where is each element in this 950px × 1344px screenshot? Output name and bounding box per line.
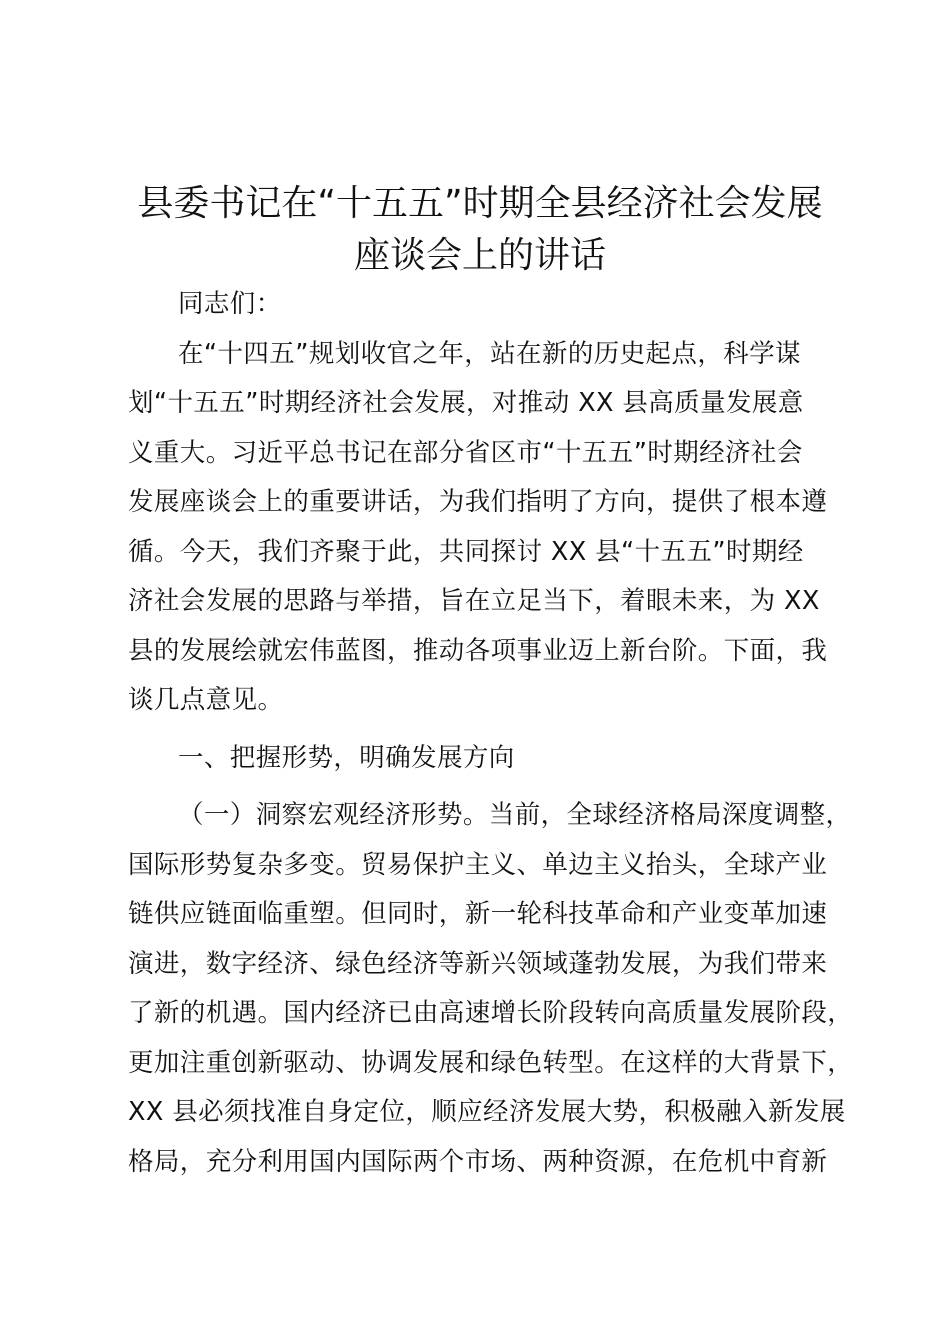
- paragraph-line: 国际形势复杂多变。贸易保护主义、单边主义抬头，全球产业: [128, 849, 828, 880]
- paragraph-line: XX 县必须找准自身定位，顺应经济发展大势，积极融入新发展: [128, 1097, 846, 1127]
- title-line-1: 县委书记在“十五五”时期全县经济社会发展: [137, 183, 823, 224]
- paragraph-line: 济社会发展的思路与举措，旨在立足当下，着眼未来，为 XX: [128, 586, 820, 616]
- document-title: [100, 178, 860, 282]
- spacer: [128, 726, 848, 734]
- salutation: 同志们：: [178, 289, 282, 319]
- paragraph-situation: [128, 791, 854, 1187]
- paragraph-line: 县的发展绘就宏伟蓝图，推动各项事业迈上新台阶。下面，我: [128, 635, 828, 666]
- title-line-2: 座谈会上的讲话: [353, 235, 606, 276]
- paragraph-line: 格局，充分利用国内国际两个市场、两种资源，在危机中育新: [128, 1146, 828, 1177]
- paragraph-line: 谈几点意见。: [128, 685, 284, 715]
- paragraph-line: 链供应链面临重塑。但同时，新一轮科技革命和产业变革加速: [128, 899, 828, 929]
- paragraph-line: 划“十五五”时期经济社会发展，对推动 XX 县高质量发展意: [128, 388, 804, 418]
- paragraph-line: 演进，数字经济、绿色经济等新兴领域蓬勃发展，为我们带来: [128, 948, 828, 979]
- paragraph-line: 更加注重创新驱动、协调发展和绿色转型。在这样的大背景下，: [128, 1047, 854, 1078]
- paragraph-line: 义重大。习近平总书记在部分省区市“十五五”时期经济社会: [128, 437, 803, 468]
- paragraph-line: 循。今天，我们齐聚于此，共同探讨 XX 县“十五五”时期经: [128, 536, 804, 567]
- paragraph-line: 发展座谈会上的重要讲话，为我们指明了方向，提供了根本遵: [128, 487, 828, 517]
- spacer: [128, 783, 848, 791]
- document-body: [128, 280, 854, 1187]
- paragraph-line: （一）洞察宏观经济形势。当前，全球经济格局深度调整，: [178, 800, 852, 830]
- paragraph-intro: [128, 330, 848, 726]
- section-heading: 一、把握形势，明确发展方向: [178, 742, 515, 773]
- paragraph-line: 了新的机遇。国内经济已由高速增长阶段转向高质量发展阶段，: [128, 998, 854, 1028]
- paragraph-line: 在“十四五”规划收官之年，站在新的历史起点，科学谋: [178, 338, 801, 369]
